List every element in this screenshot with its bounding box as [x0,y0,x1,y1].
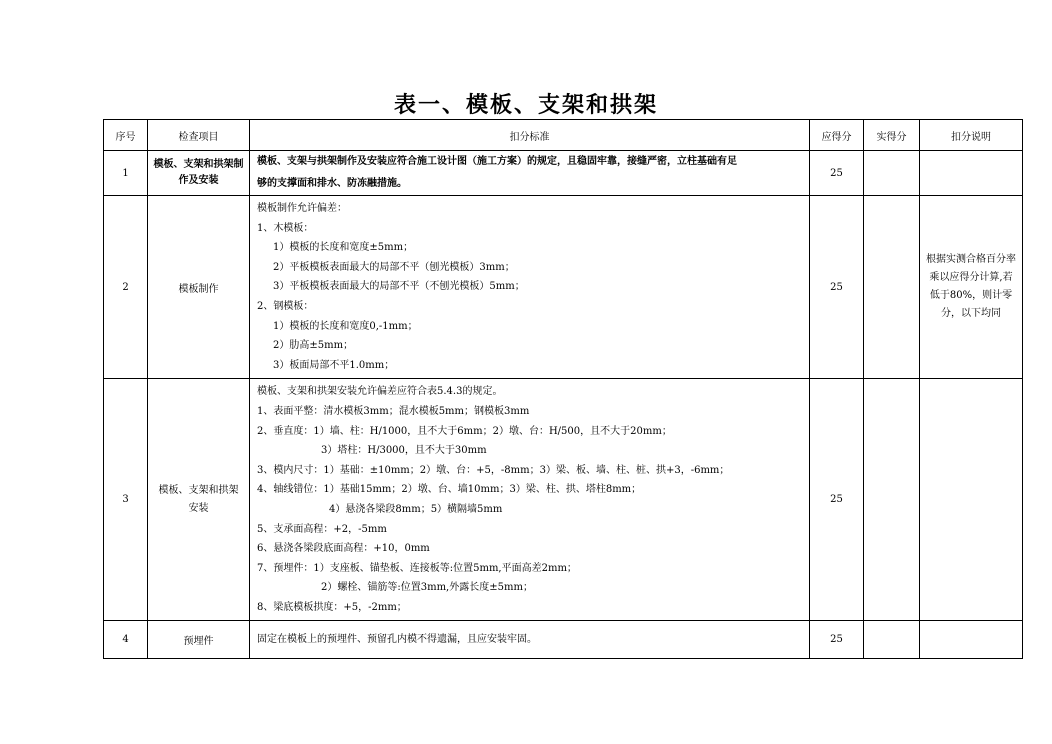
row-score: 25 [810,379,864,621]
page-title: 表一、模板、支架和拱架 [393,92,658,118]
standard-line: 3）板面局部不平1.0mm； [273,359,395,371]
header-standard: 扣分标准 [250,120,810,151]
standard-line: 2、钢模板： [257,300,314,312]
row-no: 3 [104,379,148,621]
standard-line: 2）肋高±5mm； [273,340,354,352]
standard-line: 6、悬浇各梁段底面高程：+10，0mm [257,543,430,555]
row-note [920,379,1023,621]
row-actual-score [864,196,920,379]
standard-line: 够的支撑面和排水、防冻融措施。 [257,178,407,189]
row-standard [250,621,810,659]
header-no: 序号 [104,120,148,151]
row-item: 预埋件 [148,621,250,659]
standard-line: 1）模板的长度和宽度±5mm； [273,242,414,254]
row-score: 25 [810,621,864,659]
row-standard [250,379,810,621]
standard-line: 2、垂直度：1）墙、柱：H/1000，且不大于6mm；2）墩、台：H/500，且不大于20mm； [257,425,672,437]
header-actual-score: 实得分 [864,120,920,151]
standard-line: 1、表面平整：清水模板3mm；混水模板5mm；钢模板3mm [257,405,530,417]
row-item: 模板、支架和拱架制作及安装 [148,151,250,196]
standard-line: 5、支承面高程：+2，-5mm [257,523,387,535]
standard-line: 3）平板模板表面最大的局部不平（不刨光模板）5mm； [273,281,525,293]
standard-line: 模板制作允许偏差： [257,203,347,214]
row-standard [250,151,810,196]
table-row [104,196,1023,379]
standard-line: 8、梁底模板拱度：+5，-2mm； [257,601,407,613]
row-item: 模板、支架和拱架安装 [148,379,250,621]
row-actual-score [864,151,920,196]
table-row [104,621,1023,659]
standard-line: 模板、支架与拱架制作及安装应符合施工设计图（施工方案）的规定，且稳固牢靠，接缝严密，立柱基础有足 [257,156,737,167]
table-row [104,379,1023,621]
inspection-table [103,119,1023,659]
header-due-score: 应得分 [810,120,864,151]
header-item: 检查项目 [148,120,250,151]
row-no: 4 [104,621,148,659]
standard-line: 固定在模板上的预埋件、预留孔内模不得遗漏，且应安装牢固。 [257,634,537,646]
row-no: 1 [104,151,148,196]
standard-line: 4）悬浇各梁段8mm；5）横隔墙5mm [329,503,503,515]
row-standard [250,196,810,379]
deduction-note: 根据实测合格百分率乘以应得分计算,若低于80%，则计零分，以下均同 [920,196,1023,379]
standard-line: 4、轴线错位：1）基础15mm；2）墩、台、墙10mm；3）梁、柱、拱、塔柱8mm； [257,484,642,496]
standard-line: 3）塔柱：H/3000，且不大于30mm [321,445,487,457]
standard-line: 1）模板的长度和宽度0,-1mm； [273,320,418,332]
header-note: 扣分说明 [920,120,1023,151]
standard-line: 2）螺栓、锚筋等:位置3mm,外露长度±5mm； [321,582,533,594]
table-row [104,151,1023,196]
row-score: 25 [810,196,864,379]
row-actual-score [864,379,920,621]
row-actual-score [864,621,920,659]
row-item: 模板制作 [148,196,250,379]
row-score: 25 [810,151,864,196]
row-no: 2 [104,196,148,379]
standard-line: 3、模内尺寸：1）基础：±10mm；2）墩、台：+5，-8mm；3）梁、板、墙、柱、桩、拱+3，-6mm； [257,464,730,476]
standard-line: 2）平板模板表面最大的局部不平（刨光模板）3mm； [273,261,515,273]
table-header-row [104,120,1023,151]
standard-line: 7、预埋件：1）支座板、锚垫板、连接板等:位置5mm,平面高差2mm； [257,562,577,574]
standard-line: 1、木模板： [257,222,314,234]
row-note [920,621,1023,659]
standard-line: 模板、支架和拱架安装允许偏差应符合表5.4.3的规定。 [257,386,503,398]
row-note [920,151,1023,196]
